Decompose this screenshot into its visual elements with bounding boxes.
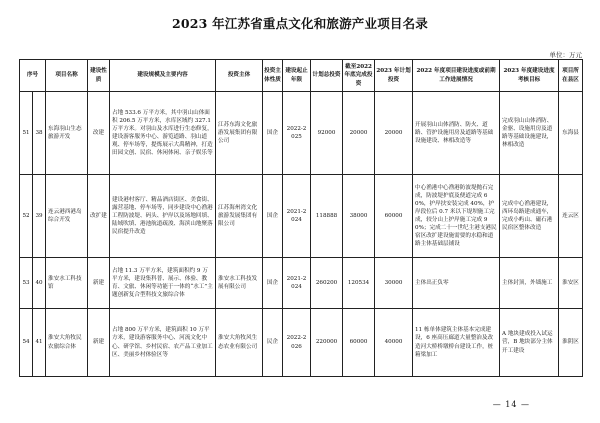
header-total: 计划总投资 bbox=[311, 60, 343, 92]
header-done: 截至2022年底完成投资 bbox=[343, 60, 375, 92]
cell-sub: 38 bbox=[33, 92, 46, 175]
table-header-row bbox=[20, 60, 583, 92]
cell-investor: 江苏海州湾文化旅游发展集团有限公司 bbox=[216, 175, 263, 258]
cell-seq: 53 bbox=[20, 258, 33, 309]
cell-plan: 60000 bbox=[375, 175, 413, 258]
cell-county: 连云区 bbox=[559, 175, 583, 258]
cell-sub: 41 bbox=[33, 309, 46, 377]
table-row bbox=[20, 258, 583, 309]
header-scope: 建设规模及主要内容 bbox=[110, 60, 216, 92]
page-number: — 14 — bbox=[492, 400, 530, 409]
header-nature: 建设性质 bbox=[88, 60, 110, 92]
cell-investor: 淮安大角牧风生态农业有限公司 bbox=[216, 309, 263, 377]
header-investor-type: 投资主体性质 bbox=[263, 60, 283, 92]
cell-target: A 地块建成投入试运营，B 地块部分主体开工建设 bbox=[500, 309, 559, 377]
cell-seq: 51 bbox=[20, 92, 33, 175]
cell-plan: 30000 bbox=[375, 258, 413, 309]
cell-name: 淮安大角牧民农旅综合体 bbox=[46, 309, 88, 377]
cell-county: 淮阴区 bbox=[559, 309, 583, 377]
cell-progress: 中心渔港中心渔港防波堤抛石完成，防波堤护底及便道完成 60%，护岸扶安装完成 40%，护岸段位后 0.7 米以下堤坝施工完成，较分山上护岸施工完成 90%；完成二十一世纪主港支港民宿区改扩建设施需要的水稳和道路主体基础层铺设 bbox=[413, 175, 500, 258]
cell-target: 主体封顶，外墙施工 bbox=[500, 258, 559, 309]
cell-scope: 占地 800 万平方米，建筑面积 10 万平方米，建设游客服务中心、河流文化中心、研学馆、乡村民宿、农产品工业加工区、美丽乡村体验区等 bbox=[110, 309, 216, 377]
cell-done: 120534 bbox=[343, 258, 375, 309]
cell-name: 淮安水工科技馆 bbox=[46, 258, 88, 309]
unit-label: 单位：万元 bbox=[549, 51, 582, 59]
cell-target: 完成中心渔港建设，西环岛路建成通车，完成小屿山、磁石港民宿区整体改造 bbox=[500, 175, 559, 258]
cell-seq: 54 bbox=[20, 309, 33, 377]
cell-progress: 11 栋单体建筑主体基本完成建设，6 座高压廊道大量整治及改造河大桥桥墩桥台建设工作，桩箱梁加工 bbox=[413, 309, 500, 377]
cell-nature: 改建 bbox=[88, 92, 110, 175]
cell-plan: 20000 bbox=[375, 92, 413, 175]
header-seq: 序号 bbox=[20, 60, 46, 92]
cell-county: 淮安区 bbox=[559, 258, 583, 309]
cell-target: 完成羽山山体消防、金驱、设施用房及道路等基础设施建设，林相改造 bbox=[500, 92, 559, 175]
table-row bbox=[20, 175, 583, 258]
cell-nature: 改扩建 bbox=[88, 175, 110, 258]
cell-investor: 江苏东海文化旅游发展集团有限公司 bbox=[216, 92, 263, 175]
cell-seq: 52 bbox=[20, 175, 33, 258]
cell-investor-type: 民企 bbox=[263, 309, 283, 377]
header-period: 建设起止年限 bbox=[283, 60, 311, 92]
cell-period: 2022-2025 bbox=[283, 92, 311, 175]
document-title: 2023 年江苏省重点文化和旅游产业项目名录 bbox=[171, 16, 429, 31]
cell-scope: 占地 533.6 万平方米，其中羽山山体面积 206.5 万平方米，水库区域约 327.1 万平方米。对羽山及水库进行生态修复，建设游客服务中心、游览道路、羽山道观、停车场等，提炼展示大禹精神，打造田园文创、民宿、休闲体闲、亲子娱乐等 bbox=[110, 92, 216, 175]
cell-done: 20000 bbox=[343, 92, 375, 175]
cell-plan: 40000 bbox=[375, 309, 413, 377]
cell-done: 60000 bbox=[343, 309, 375, 377]
cell-period: 2022-2026 bbox=[283, 309, 311, 377]
cell-sub: 40 bbox=[33, 258, 46, 309]
cell-progress: 主体出正负零 bbox=[413, 258, 500, 309]
cell-investor: 淮安水工科技发展有限公司 bbox=[216, 258, 263, 309]
cell-name: 东海羽山生态旅游开发 bbox=[46, 92, 88, 175]
table-row bbox=[20, 92, 583, 175]
cell-total: 260200 bbox=[311, 258, 343, 309]
cell-total: 220000 bbox=[311, 309, 343, 377]
cell-investor-type: 国企 bbox=[263, 175, 283, 258]
cell-nature: 新建 bbox=[88, 309, 110, 377]
project-table bbox=[19, 59, 583, 377]
header-target: 2023 年度建设进度考核目标 bbox=[500, 60, 559, 92]
cell-progress: 开展羽山山体消防、防火、道路、管护设施用房及道路等基础设施建设、林相改造等 bbox=[413, 92, 500, 175]
cell-investor-type: 国企 bbox=[263, 258, 283, 309]
cell-total: 92000 bbox=[311, 92, 343, 175]
cell-name: 连云港西港岛综合开发 bbox=[46, 175, 88, 258]
cell-period: 2021-2024 bbox=[283, 175, 311, 258]
header-county: 项目所在县区 bbox=[559, 60, 583, 92]
cell-investor-type: 国企 bbox=[263, 92, 283, 175]
header-plan: 2023 年计划投资 bbox=[375, 60, 413, 92]
header-progress: 2022 年度项目建设进度或前期工作进展情况 bbox=[413, 60, 500, 92]
cell-county: 东海县 bbox=[559, 92, 583, 175]
header-investor: 投资主体 bbox=[216, 60, 263, 92]
cell-done: 38000 bbox=[343, 175, 375, 258]
cell-sub: 39 bbox=[33, 175, 46, 258]
header-name: 项目名称 bbox=[46, 60, 88, 92]
cell-total: 118888 bbox=[311, 175, 343, 258]
cell-nature: 新建 bbox=[88, 258, 110, 309]
cell-period: 2021-2024 bbox=[283, 258, 311, 309]
cell-scope: 占地 11.3 万平方米，建筑面积约 9 万平方米，建设集科普、展示、体验、教育、文旅、休闲等功能于一体的“水工”主题创新复合型科技文旅综合体 bbox=[110, 258, 216, 309]
table-row bbox=[20, 309, 583, 377]
cell-scope: 建设港村客厅、精品酒店街区、美食街、露营基地、停车场等，同步建设中心渔港工程防波堤、码头、护岸以及场地回填、陆域吹填、港池航道疏浚、海滨山地聚落民宿提升改造 bbox=[110, 175, 216, 258]
